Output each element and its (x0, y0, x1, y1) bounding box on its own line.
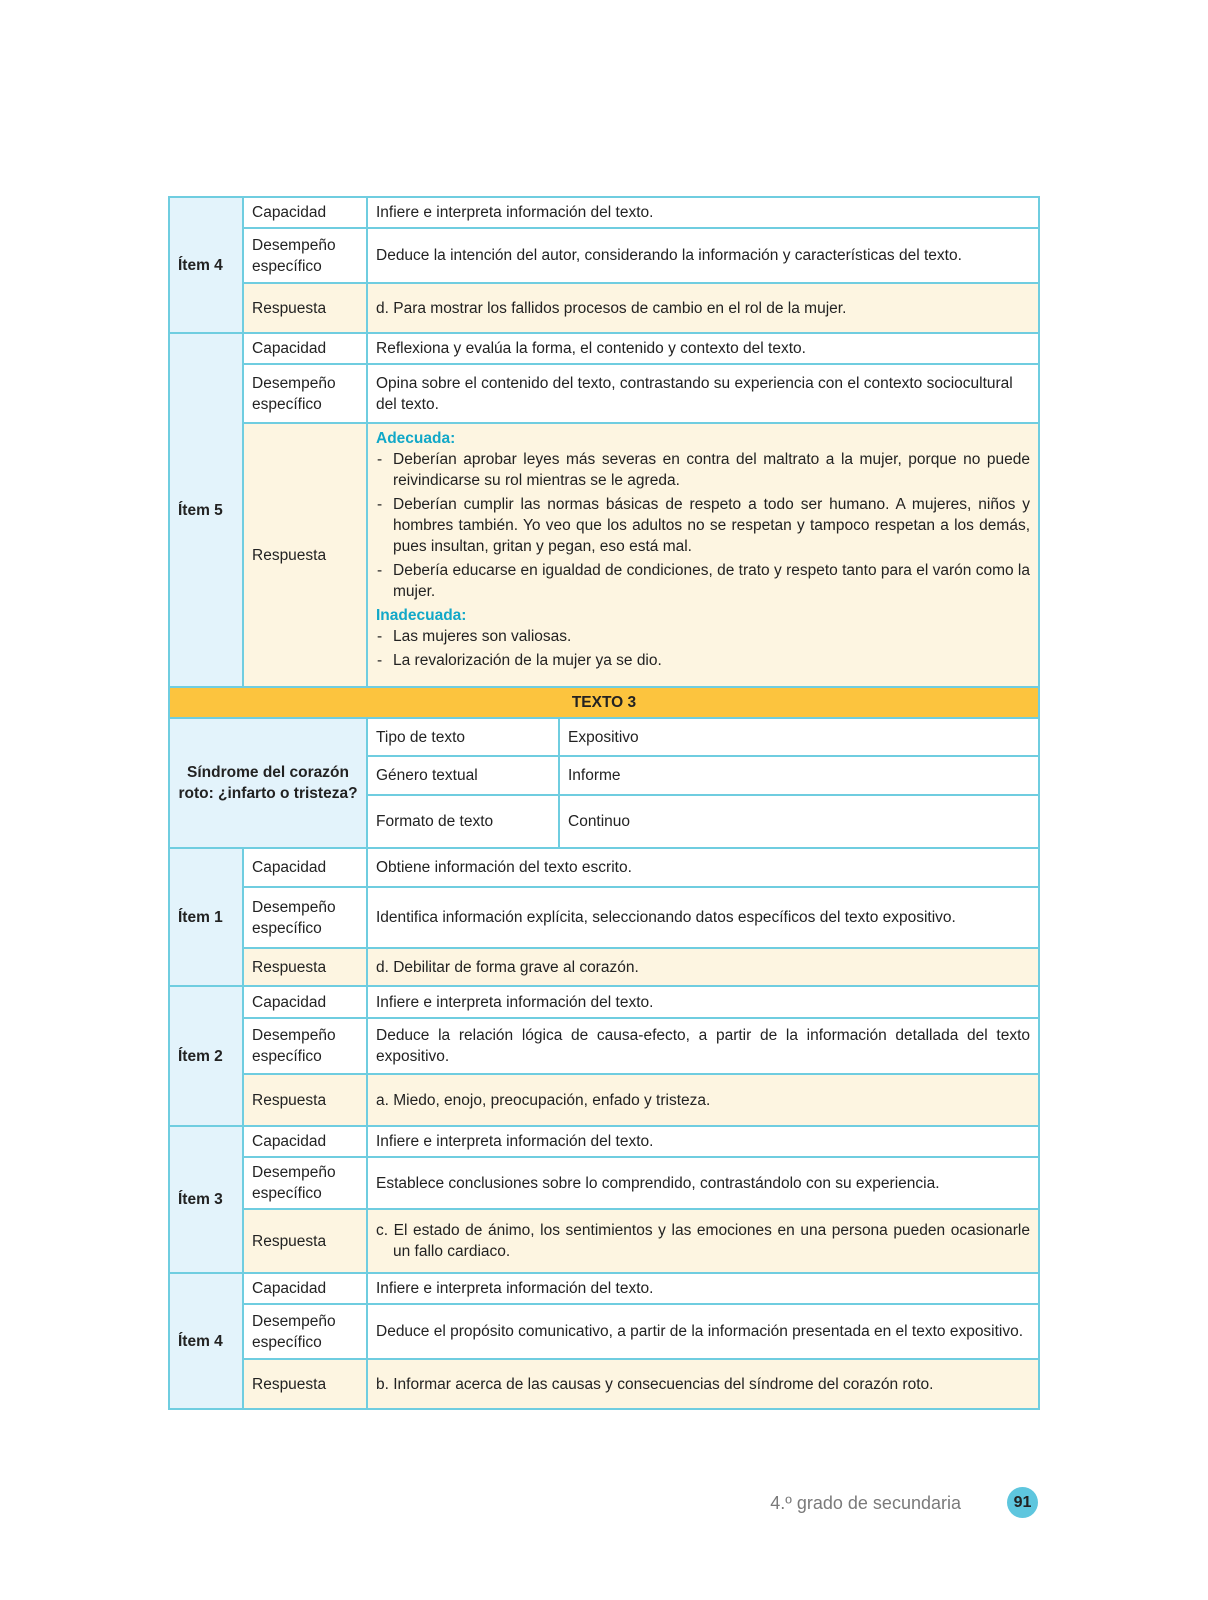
genero-label: Género textual (367, 756, 559, 795)
desempeno-value: Deduce la intención del autor, considerando la información y características del texto. (367, 228, 1039, 283)
page-number: 91 (1007, 1487, 1038, 1518)
desempeno-value: Identifica información explícita, seleccionando datos específicos del texto expositivo. (367, 887, 1039, 948)
respuesta-label: Respuesta (243, 1209, 367, 1273)
list-item: - Las mujeres son valiosas. (376, 626, 1030, 647)
item-label: Ítem 4 (169, 197, 243, 333)
item-label: Ítem 4 (169, 1273, 243, 1409)
desempeno-label: Desempeño específico (243, 228, 367, 283)
text-title: Síndrome del corazón roto: ¿infarto o tristeza? (169, 718, 367, 848)
capacidad-label: Capacidad (243, 1126, 367, 1157)
list-item: - La revalorización de la mujer ya se dio. (376, 650, 1030, 671)
respuesta-value: d. Para mostrar los fallidos procesos de cambio en el rol de la mujer. (367, 283, 1039, 333)
tipo-label: Tipo de texto (367, 718, 559, 756)
capacidad-label: Capacidad (243, 986, 367, 1018)
formato-label: Formato de texto (367, 795, 559, 848)
respuesta-label: Respuesta (243, 283, 367, 333)
capacidad-value: Infiere e interpreta información del texto. (367, 1126, 1039, 1157)
respuesta-value (367, 423, 1039, 687)
desempeno-label: Desempeño específico (243, 364, 367, 423)
capacidad-value: Reflexiona y evalúa la forma, el contenido y contexto del texto. (367, 333, 1039, 364)
inadecuada-list (376, 626, 1030, 671)
capacidad-value: Infiere e interpreta información del texto. (367, 1273, 1039, 1304)
respuesta-label: Respuesta (243, 423, 367, 687)
capacidad-label: Capacidad (243, 333, 367, 364)
capacidad-label: Capacidad (243, 197, 367, 228)
capacidad-value: Infiere e interpreta información del texto. (367, 197, 1039, 228)
list-item: - Debería educarse en igualdad de condiciones, de trato y respeto tanto para el varón como la mujer. (376, 560, 1030, 602)
item-label: Ítem 5 (169, 333, 243, 687)
respuesta-value: d. Debilitar de forma grave al corazón. (367, 948, 1039, 986)
respuesta-value (367, 1209, 1039, 1273)
respuesta-value: a. Miedo, enojo, preocupación, enfado y tristeza. (367, 1074, 1039, 1126)
genero-value: Informe (559, 756, 1039, 795)
desempeno-value: Deduce el propósito comunicativo, a partir de la información presentada en el texto expositivo. (367, 1304, 1039, 1359)
capacidad-label: Capacidad (243, 848, 367, 887)
rubric-table (168, 196, 1040, 1410)
respuesta-label: Respuesta (243, 1074, 367, 1126)
formato-value: Continuo (559, 795, 1039, 848)
desempeno-label: Desempeño específico (243, 1157, 367, 1209)
desempeno-value: Deduce la relación lógica de causa-efecto, a partir de la información detallada del texto expositivo. (367, 1018, 1039, 1074)
section-banner: TEXTO 3 (169, 687, 1039, 718)
item-label: Ítem 2 (169, 986, 243, 1126)
desempeno-label: Desempeño específico (243, 1304, 367, 1359)
rubric-table-container (168, 196, 1038, 1410)
capacidad-value: Obtiene información del texto escrito. (367, 848, 1039, 887)
adecuada-heading: Adecuada: (376, 430, 456, 447)
desempeno-label: Desempeño específico (243, 887, 367, 948)
list-item: - Deberían cumplir las normas básicas de respeto a todo ser humano. A mujeres, niños y hombres también. Yo veo que los adultos no se respetan y tampoco respetan a los demás, pues insultan, gritan y pegan, eso está mal. (376, 494, 1030, 557)
grade-footer: 4.º grado de secundaria (770, 1493, 961, 1513)
desempeno-label: Desempeño específico (243, 1018, 367, 1074)
respuesta-label: Respuesta (243, 948, 367, 986)
respuesta-label: Respuesta (243, 1359, 367, 1409)
adecuada-list (376, 449, 1030, 602)
capacidad-label: Capacidad (243, 1273, 367, 1304)
desempeno-value: Opina sobre el contenido del texto, contrastando su experiencia con el contexto sociocultural del texto. (367, 364, 1039, 423)
item-label: Ítem 1 (169, 848, 243, 986)
respuesta-value: b. Informar acerca de las causas y consecuencias del síndrome del corazón roto. (367, 1359, 1039, 1409)
tipo-value: Expositivo (559, 718, 1039, 756)
item-label: Ítem 3 (169, 1126, 243, 1273)
inadecuada-heading: Inadecuada: (376, 607, 467, 624)
desempeno-value: Establece conclusiones sobre lo comprendido, contrastándolo con su experiencia. (367, 1157, 1039, 1209)
respuesta-text: c. El estado de ánimo, los sentimientos y las emociones en una persona pueden ocasionarle un fallo cardiaco. (376, 1222, 1030, 1260)
capacidad-value: Infiere e interpreta información del texto. (367, 986, 1039, 1018)
list-item: - Deberían aprobar leyes más severas en contra del maltrato a la mujer, porque no puede reivindicarse su rol mientras se le agreda. (376, 449, 1030, 491)
